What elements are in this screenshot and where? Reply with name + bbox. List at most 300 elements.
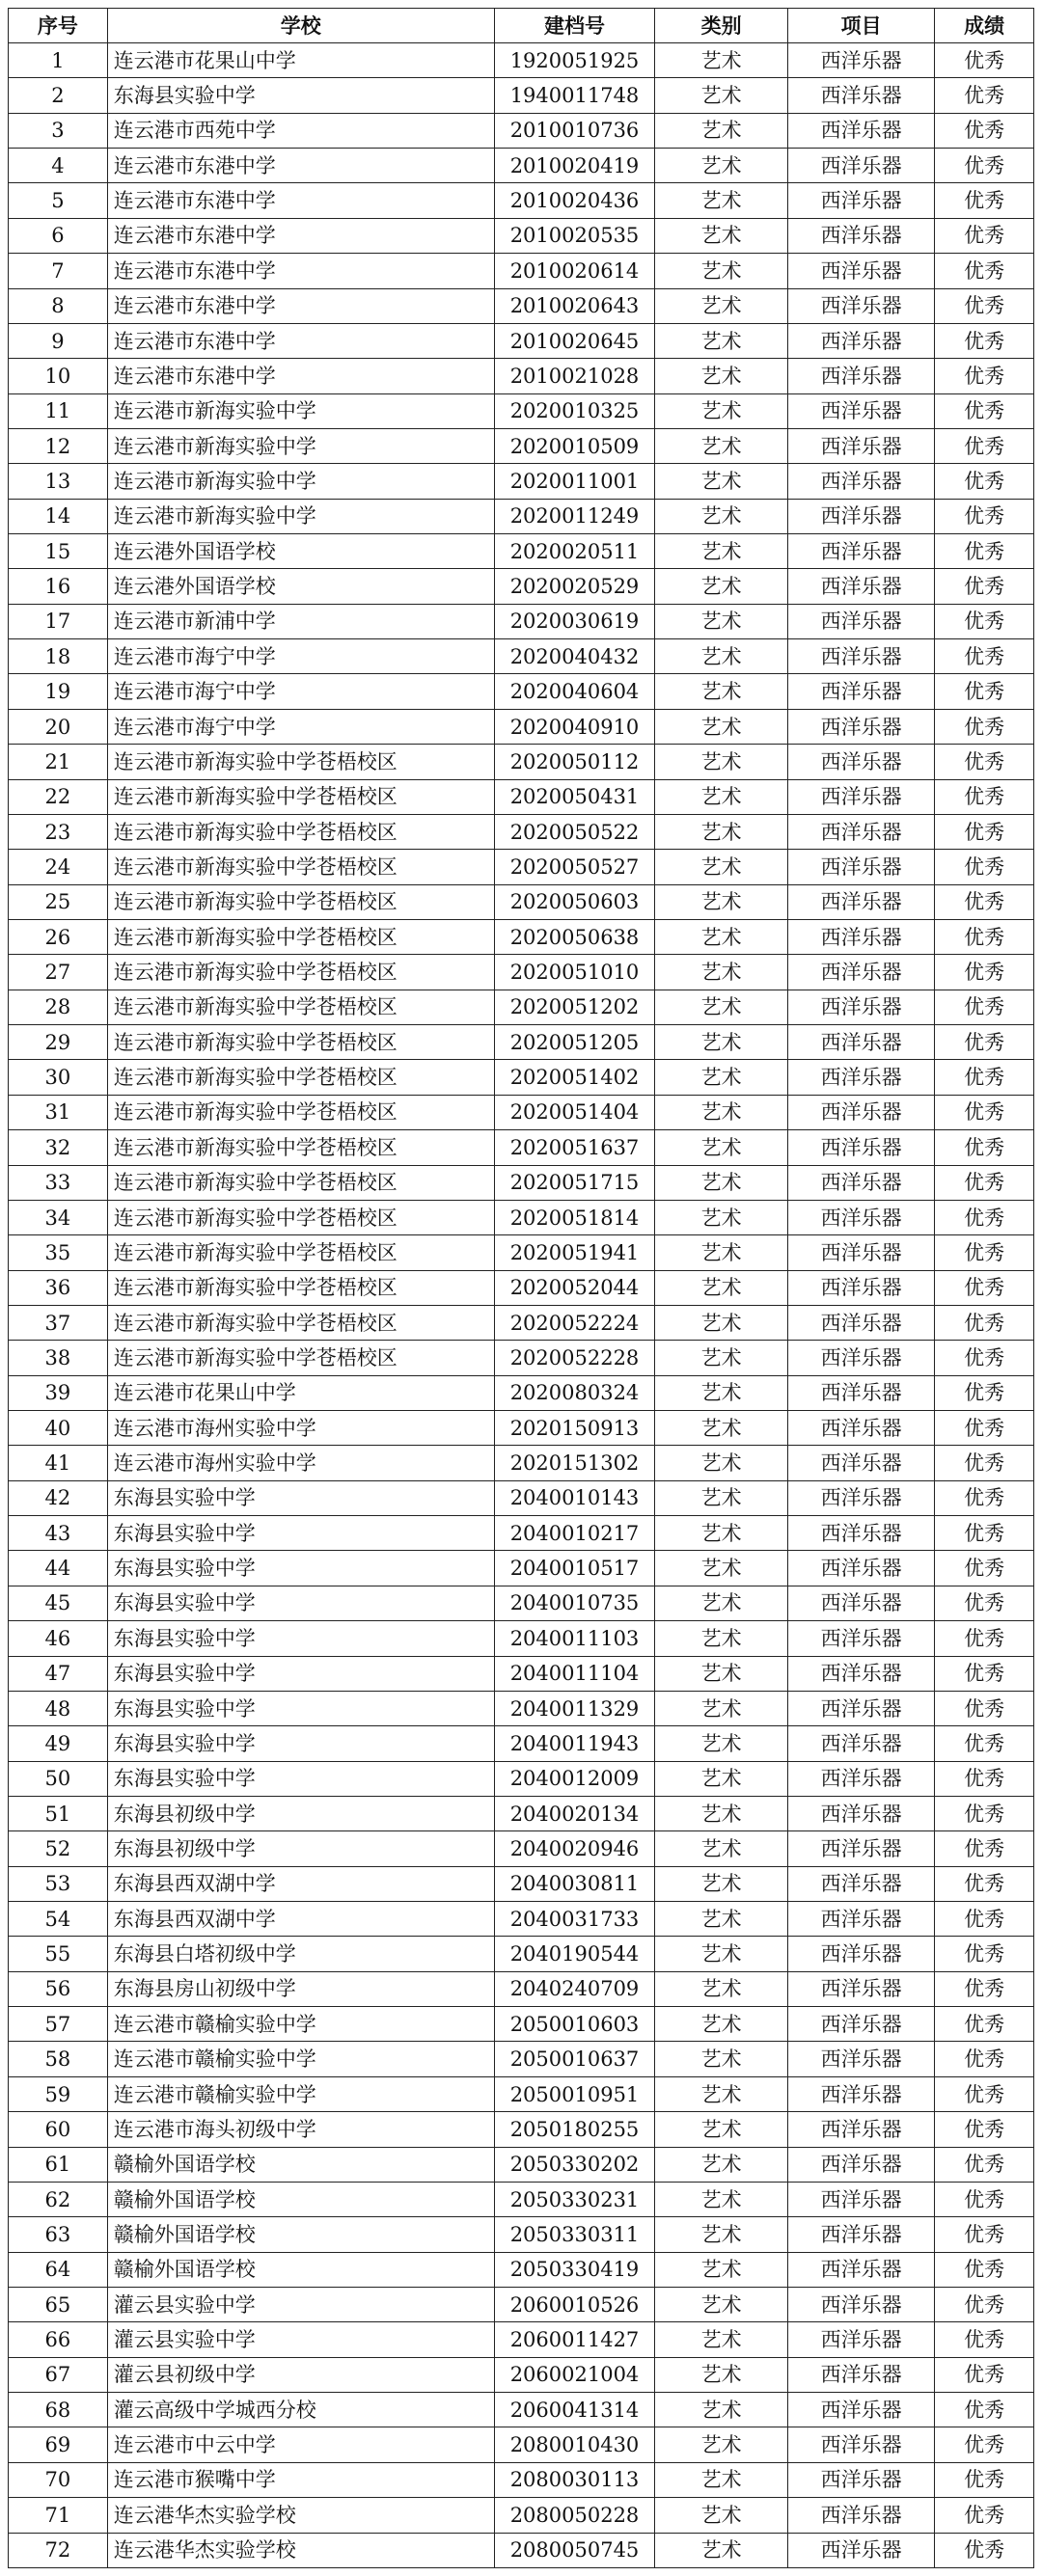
item: 西洋乐器 bbox=[788, 2322, 935, 2357]
row-index: 6 bbox=[9, 218, 108, 253]
grade: 优秀 bbox=[935, 1025, 1034, 1060]
school-name: 东海县初级中学 bbox=[107, 1831, 494, 1866]
grade: 优秀 bbox=[935, 1726, 1034, 1761]
item: 西洋乐器 bbox=[788, 1341, 935, 1375]
grade: 优秀 bbox=[935, 1375, 1034, 1410]
header-school: 学校 bbox=[107, 9, 494, 43]
item: 西洋乐器 bbox=[788, 709, 935, 744]
file-number: 2010021028 bbox=[494, 359, 655, 393]
grade: 优秀 bbox=[935, 1621, 1034, 1656]
table-row bbox=[9, 639, 1034, 674]
school-name: 连云港市赣榆实验中学 bbox=[107, 2042, 494, 2076]
item: 西洋乐器 bbox=[788, 1305, 935, 1340]
table-row bbox=[9, 1551, 1034, 1586]
school-name: 连云港市东港中学 bbox=[107, 254, 494, 288]
category: 艺术 bbox=[655, 2076, 788, 2111]
row-index: 12 bbox=[9, 428, 108, 463]
grade: 优秀 bbox=[935, 919, 1034, 954]
row-index: 2 bbox=[9, 78, 108, 113]
category: 艺术 bbox=[655, 78, 788, 113]
item: 西洋乐器 bbox=[788, 2393, 935, 2427]
grade: 优秀 bbox=[935, 2042, 1034, 2076]
file-number: 2040010143 bbox=[494, 1480, 655, 1515]
table-row bbox=[9, 323, 1034, 358]
school-name: 连云港市新海实验中学苍梧校区 bbox=[107, 919, 494, 954]
school-name: 东海县实验中学 bbox=[107, 1516, 494, 1551]
grade: 优秀 bbox=[935, 1902, 1034, 1937]
school-name: 东海县实验中学 bbox=[107, 1691, 494, 1725]
row-index: 36 bbox=[9, 1270, 108, 1305]
category: 艺术 bbox=[655, 183, 788, 218]
category: 艺术 bbox=[655, 884, 788, 919]
item: 西洋乐器 bbox=[788, 1551, 935, 1586]
row-index: 13 bbox=[9, 464, 108, 499]
grade: 优秀 bbox=[935, 1761, 1034, 1796]
table-row bbox=[9, 1480, 1034, 1515]
item: 西洋乐器 bbox=[788, 674, 935, 709]
table-header bbox=[9, 9, 1034, 43]
category: 艺术 bbox=[655, 1726, 788, 1761]
grade: 优秀 bbox=[935, 850, 1034, 884]
file-number: 2080030113 bbox=[494, 2462, 655, 2497]
school-name: 连云港市新海实验中学苍梧校区 bbox=[107, 779, 494, 814]
school-name: 东海县实验中学 bbox=[107, 1621, 494, 1656]
table-row bbox=[9, 1060, 1034, 1095]
item: 西洋乐器 bbox=[788, 2076, 935, 2111]
school-name: 赣榆外国语学校 bbox=[107, 2217, 494, 2252]
grade: 优秀 bbox=[935, 604, 1034, 638]
grade: 优秀 bbox=[935, 1866, 1034, 1901]
grade: 优秀 bbox=[935, 183, 1034, 218]
school-name: 连云港市新海实验中学 bbox=[107, 464, 494, 499]
table-row bbox=[9, 2252, 1034, 2287]
category: 艺术 bbox=[655, 1971, 788, 2006]
file-number: 2020040604 bbox=[494, 674, 655, 709]
table-row bbox=[9, 464, 1034, 499]
category: 艺术 bbox=[655, 1130, 788, 1165]
item: 西洋乐器 bbox=[788, 254, 935, 288]
category: 艺术 bbox=[655, 1586, 788, 1620]
item: 西洋乐器 bbox=[788, 1866, 935, 1901]
category: 艺术 bbox=[655, 955, 788, 990]
school-name: 连云港市新海实验中学苍梧校区 bbox=[107, 814, 494, 849]
row-index: 64 bbox=[9, 2252, 108, 2287]
row-index: 15 bbox=[9, 534, 108, 569]
grade: 优秀 bbox=[935, 2357, 1034, 2392]
file-number: 2020040432 bbox=[494, 639, 655, 674]
table-row bbox=[9, 1656, 1034, 1691]
file-number: 2040031733 bbox=[494, 1902, 655, 1937]
file-number: 2060041314 bbox=[494, 2393, 655, 2427]
item: 西洋乐器 bbox=[788, 2427, 935, 2462]
file-number: 2080010430 bbox=[494, 2427, 655, 2462]
file-number: 2050330202 bbox=[494, 2147, 655, 2182]
row-index: 10 bbox=[9, 359, 108, 393]
row-index: 71 bbox=[9, 2498, 108, 2533]
row-index: 22 bbox=[9, 779, 108, 814]
item: 西洋乐器 bbox=[788, 604, 935, 638]
school-name: 连云港市新海实验中学 bbox=[107, 499, 494, 533]
file-number: 2020010509 bbox=[494, 428, 655, 463]
school-name: 连云港市东港中学 bbox=[107, 218, 494, 253]
category: 艺术 bbox=[655, 1831, 788, 1866]
row-index: 7 bbox=[9, 254, 108, 288]
grade: 优秀 bbox=[935, 709, 1034, 744]
category: 艺术 bbox=[655, 2182, 788, 2216]
table-row bbox=[9, 393, 1034, 428]
table-row bbox=[9, 1200, 1034, 1234]
grade: 优秀 bbox=[935, 218, 1034, 253]
row-index: 44 bbox=[9, 1551, 108, 1586]
category: 艺术 bbox=[655, 674, 788, 709]
row-index: 37 bbox=[9, 1305, 108, 1340]
row-index: 21 bbox=[9, 745, 108, 779]
item: 西洋乐器 bbox=[788, 1796, 935, 1830]
file-number: 2050330419 bbox=[494, 2252, 655, 2287]
grade: 优秀 bbox=[935, 2182, 1034, 2216]
table-row bbox=[9, 1971, 1034, 2006]
item: 西洋乐器 bbox=[788, 1200, 935, 1234]
table-row bbox=[9, 534, 1034, 569]
table-row bbox=[9, 2427, 1034, 2462]
item: 西洋乐器 bbox=[788, 955, 935, 990]
table-row bbox=[9, 1866, 1034, 1901]
table-row bbox=[9, 183, 1034, 218]
grade: 优秀 bbox=[935, 1551, 1034, 1586]
school-name: 连云港市新海实验中学苍梧校区 bbox=[107, 1341, 494, 1375]
category: 艺术 bbox=[655, 1235, 788, 1270]
table-row bbox=[9, 2498, 1034, 2533]
file-number: 2020051402 bbox=[494, 1060, 655, 1095]
category: 艺术 bbox=[655, 218, 788, 253]
item: 西洋乐器 bbox=[788, 218, 935, 253]
school-name: 连云港市赣榆实验中学 bbox=[107, 2076, 494, 2111]
category: 艺术 bbox=[655, 499, 788, 533]
file-number: 2020050603 bbox=[494, 884, 655, 919]
category: 艺术 bbox=[655, 2252, 788, 2287]
school-name: 赣榆外国语学校 bbox=[107, 2182, 494, 2216]
grade: 优秀 bbox=[935, 1095, 1034, 1129]
row-index: 49 bbox=[9, 1726, 108, 1761]
row-index: 55 bbox=[9, 1937, 108, 1971]
file-number: 2020050112 bbox=[494, 745, 655, 779]
grade: 优秀 bbox=[935, 323, 1034, 358]
results-table bbox=[8, 8, 1034, 2568]
table-row bbox=[9, 709, 1034, 744]
row-index: 43 bbox=[9, 1516, 108, 1551]
school-name: 连云港市海宁中学 bbox=[107, 674, 494, 709]
grade: 优秀 bbox=[935, 814, 1034, 849]
school-name: 连云港市新海实验中学苍梧校区 bbox=[107, 1235, 494, 1270]
school-name: 连云港市东港中学 bbox=[107, 323, 494, 358]
file-number: 2060021004 bbox=[494, 2357, 655, 2392]
item: 西洋乐器 bbox=[788, 2217, 935, 2252]
item: 西洋乐器 bbox=[788, 1025, 935, 1060]
grade: 优秀 bbox=[935, 149, 1034, 183]
school-name: 连云港市猴嘴中学 bbox=[107, 2462, 494, 2497]
item: 西洋乐器 bbox=[788, 2533, 935, 2567]
grade: 优秀 bbox=[935, 1200, 1034, 1234]
grade: 优秀 bbox=[935, 534, 1034, 569]
school-name: 连云港市东港中学 bbox=[107, 183, 494, 218]
category: 艺术 bbox=[655, 2427, 788, 2462]
table-row bbox=[9, 78, 1034, 113]
school-name: 东海县实验中学 bbox=[107, 1761, 494, 1796]
row-index: 18 bbox=[9, 639, 108, 674]
category: 艺术 bbox=[655, 1411, 788, 1446]
item: 西洋乐器 bbox=[788, 779, 935, 814]
table-row bbox=[9, 2393, 1034, 2427]
item: 西洋乐器 bbox=[788, 1761, 935, 1796]
grade: 优秀 bbox=[935, 1305, 1034, 1340]
table-row bbox=[9, 288, 1034, 323]
file-number: 2040010517 bbox=[494, 1551, 655, 1586]
school-name: 连云港市西苑中学 bbox=[107, 113, 494, 148]
file-number: 1920051925 bbox=[494, 43, 655, 78]
school-name: 灌云县初级中学 bbox=[107, 2357, 494, 2392]
school-name: 连云港市新海实验中学苍梧校区 bbox=[107, 1095, 494, 1129]
row-index: 9 bbox=[9, 323, 108, 358]
row-index: 53 bbox=[9, 1866, 108, 1901]
row-index: 26 bbox=[9, 919, 108, 954]
row-index: 35 bbox=[9, 1235, 108, 1270]
category: 艺术 bbox=[655, 113, 788, 148]
grade: 优秀 bbox=[935, 2498, 1034, 2533]
category: 艺术 bbox=[655, 709, 788, 744]
table-row bbox=[9, 1341, 1034, 1375]
file-number: 2010020535 bbox=[494, 218, 655, 253]
table-row bbox=[9, 1411, 1034, 1446]
school-name: 连云港市东港中学 bbox=[107, 149, 494, 183]
file-number: 2040240709 bbox=[494, 1971, 655, 2006]
item: 西洋乐器 bbox=[788, 1971, 935, 2006]
item: 西洋乐器 bbox=[788, 884, 935, 919]
table-row bbox=[9, 1270, 1034, 1305]
category: 艺术 bbox=[655, 2462, 788, 2497]
item: 西洋乐器 bbox=[788, 919, 935, 954]
file-number: 2010020645 bbox=[494, 323, 655, 358]
item: 西洋乐器 bbox=[788, 814, 935, 849]
grade: 优秀 bbox=[935, 1060, 1034, 1095]
item: 西洋乐器 bbox=[788, 428, 935, 463]
item: 西洋乐器 bbox=[788, 1902, 935, 1937]
category: 艺术 bbox=[655, 1375, 788, 1410]
grade: 优秀 bbox=[935, 1586, 1034, 1620]
item: 西洋乐器 bbox=[788, 1516, 935, 1551]
file-number: 2040010217 bbox=[494, 1516, 655, 1551]
item: 西洋乐器 bbox=[788, 43, 935, 78]
item: 西洋乐器 bbox=[788, 1621, 935, 1656]
school-name: 连云港外国语学校 bbox=[107, 534, 494, 569]
category: 艺术 bbox=[655, 1656, 788, 1691]
category: 艺术 bbox=[655, 1866, 788, 1901]
table-row bbox=[9, 2288, 1034, 2322]
table-row bbox=[9, 779, 1034, 814]
header-file-number: 建档号 bbox=[494, 9, 655, 43]
row-index: 23 bbox=[9, 814, 108, 849]
file-number: 2020151302 bbox=[494, 1446, 655, 1480]
row-index: 60 bbox=[9, 2112, 108, 2147]
category: 艺术 bbox=[655, 254, 788, 288]
table-row bbox=[9, 919, 1034, 954]
school-name: 东海县初级中学 bbox=[107, 1796, 494, 1830]
grade: 优秀 bbox=[935, 393, 1034, 428]
item: 西洋乐器 bbox=[788, 464, 935, 499]
category: 艺术 bbox=[655, 1025, 788, 1060]
row-index: 67 bbox=[9, 2357, 108, 2392]
header-index: 序号 bbox=[9, 9, 108, 43]
grade: 优秀 bbox=[935, 745, 1034, 779]
file-number: 2040011103 bbox=[494, 1621, 655, 1656]
row-index: 59 bbox=[9, 2076, 108, 2111]
category: 艺术 bbox=[655, 1060, 788, 1095]
table-row bbox=[9, 745, 1034, 779]
item: 西洋乐器 bbox=[788, 1411, 935, 1446]
file-number: 2050010951 bbox=[494, 2076, 655, 2111]
file-number: 2040020134 bbox=[494, 1796, 655, 1830]
category: 艺术 bbox=[655, 2393, 788, 2427]
row-index: 48 bbox=[9, 1691, 108, 1725]
school-name: 连云港市新海实验中学苍梧校区 bbox=[107, 955, 494, 990]
file-number: 2080050745 bbox=[494, 2533, 655, 2567]
file-number: 2020050638 bbox=[494, 919, 655, 954]
row-index: 57 bbox=[9, 2007, 108, 2042]
school-name: 东海县实验中学 bbox=[107, 1586, 494, 1620]
grade: 优秀 bbox=[935, 2288, 1034, 2322]
grade: 优秀 bbox=[935, 113, 1034, 148]
school-name: 东海县西双湖中学 bbox=[107, 1902, 494, 1937]
school-name: 连云港市海宁中学 bbox=[107, 709, 494, 744]
file-number: 2020030619 bbox=[494, 604, 655, 638]
file-number: 2040011943 bbox=[494, 1726, 655, 1761]
file-number: 2020080324 bbox=[494, 1375, 655, 1410]
school-name: 灌云县实验中学 bbox=[107, 2322, 494, 2357]
category: 艺术 bbox=[655, 2288, 788, 2322]
category: 艺术 bbox=[655, 359, 788, 393]
table-row bbox=[9, 2182, 1034, 2216]
school-name: 连云港市新海实验中学苍梧校区 bbox=[107, 1305, 494, 1340]
school-name: 连云港市新海实验中学苍梧校区 bbox=[107, 1025, 494, 1060]
grade: 优秀 bbox=[935, 1411, 1034, 1446]
item: 西洋乐器 bbox=[788, 1375, 935, 1410]
category: 艺术 bbox=[655, 1761, 788, 1796]
table-row bbox=[9, 113, 1034, 148]
item: 西洋乐器 bbox=[788, 2357, 935, 2392]
school-name: 东海县西双湖中学 bbox=[107, 1866, 494, 1901]
row-index: 34 bbox=[9, 1200, 108, 1234]
file-number: 2010010736 bbox=[494, 113, 655, 148]
school-name: 连云港市海州实验中学 bbox=[107, 1446, 494, 1480]
item: 西洋乐器 bbox=[788, 1270, 935, 1305]
file-number: 2050330311 bbox=[494, 2217, 655, 2252]
file-number: 2020051404 bbox=[494, 1095, 655, 1129]
table-row bbox=[9, 1095, 1034, 1129]
item: 西洋乐器 bbox=[788, 569, 935, 604]
category: 艺术 bbox=[655, 990, 788, 1024]
category: 艺术 bbox=[655, 1095, 788, 1129]
item: 西洋乐器 bbox=[788, 2288, 935, 2322]
school-name: 连云港市新海实验中学苍梧校区 bbox=[107, 1165, 494, 1200]
table-row bbox=[9, 2217, 1034, 2252]
row-index: 66 bbox=[9, 2322, 108, 2357]
item: 西洋乐器 bbox=[788, 2042, 935, 2076]
item: 西洋乐器 bbox=[788, 1691, 935, 1725]
table-row bbox=[9, 1130, 1034, 1165]
school-name: 连云港市东港中学 bbox=[107, 288, 494, 323]
grade: 优秀 bbox=[935, 1937, 1034, 1971]
category: 艺术 bbox=[655, 2147, 788, 2182]
item: 西洋乐器 bbox=[788, 1095, 935, 1129]
table-row bbox=[9, 2112, 1034, 2147]
grade: 优秀 bbox=[935, 2112, 1034, 2147]
file-number: 2020051814 bbox=[494, 1200, 655, 1234]
row-index: 42 bbox=[9, 1480, 108, 1515]
school-name: 连云港市新海实验中学苍梧校区 bbox=[107, 745, 494, 779]
table-row bbox=[9, 1621, 1034, 1656]
grade: 优秀 bbox=[935, 499, 1034, 533]
grade: 优秀 bbox=[935, 2462, 1034, 2497]
row-index: 45 bbox=[9, 1586, 108, 1620]
row-index: 32 bbox=[9, 1130, 108, 1165]
item: 西洋乐器 bbox=[788, 2112, 935, 2147]
row-index: 11 bbox=[9, 393, 108, 428]
category: 艺术 bbox=[655, 1305, 788, 1340]
header-item: 项目 bbox=[788, 9, 935, 43]
category: 艺术 bbox=[655, 604, 788, 638]
file-number: 2020051637 bbox=[494, 1130, 655, 1165]
grade: 优秀 bbox=[935, 990, 1034, 1024]
file-number: 2020051202 bbox=[494, 990, 655, 1024]
grade: 优秀 bbox=[935, 428, 1034, 463]
file-number: 2020020511 bbox=[494, 534, 655, 569]
file-number: 2040190544 bbox=[494, 1937, 655, 1971]
item: 西洋乐器 bbox=[788, 1480, 935, 1515]
category: 艺术 bbox=[655, 464, 788, 499]
row-index: 62 bbox=[9, 2182, 108, 2216]
table-row bbox=[9, 1937, 1034, 1971]
row-index: 61 bbox=[9, 2147, 108, 2182]
grade: 优秀 bbox=[935, 639, 1034, 674]
category: 艺术 bbox=[655, 393, 788, 428]
item: 西洋乐器 bbox=[788, 499, 935, 533]
school-name: 连云港市新海实验中学苍梧校区 bbox=[107, 990, 494, 1024]
category: 艺术 bbox=[655, 288, 788, 323]
category: 艺术 bbox=[655, 2007, 788, 2042]
row-index: 40 bbox=[9, 1411, 108, 1446]
school-name: 连云港市新海实验中学苍梧校区 bbox=[107, 1130, 494, 1165]
table-row bbox=[9, 990, 1034, 1024]
table-row bbox=[9, 2533, 1034, 2567]
grade: 优秀 bbox=[935, 2007, 1034, 2042]
grade: 优秀 bbox=[935, 254, 1034, 288]
table-row bbox=[9, 2462, 1034, 2497]
row-index: 68 bbox=[9, 2393, 108, 2427]
grade: 优秀 bbox=[935, 359, 1034, 393]
table-row bbox=[9, 1726, 1034, 1761]
school-name: 连云港市赣榆实验中学 bbox=[107, 2007, 494, 2042]
grade: 优秀 bbox=[935, 1130, 1034, 1165]
row-index: 58 bbox=[9, 2042, 108, 2076]
row-index: 65 bbox=[9, 2288, 108, 2322]
table-row bbox=[9, 674, 1034, 709]
category: 艺术 bbox=[655, 43, 788, 78]
table-row bbox=[9, 814, 1034, 849]
grade: 优秀 bbox=[935, 569, 1034, 604]
category: 艺术 bbox=[655, 2533, 788, 2567]
file-number: 2010020436 bbox=[494, 183, 655, 218]
category: 艺术 bbox=[655, 569, 788, 604]
item: 西洋乐器 bbox=[788, 1586, 935, 1620]
